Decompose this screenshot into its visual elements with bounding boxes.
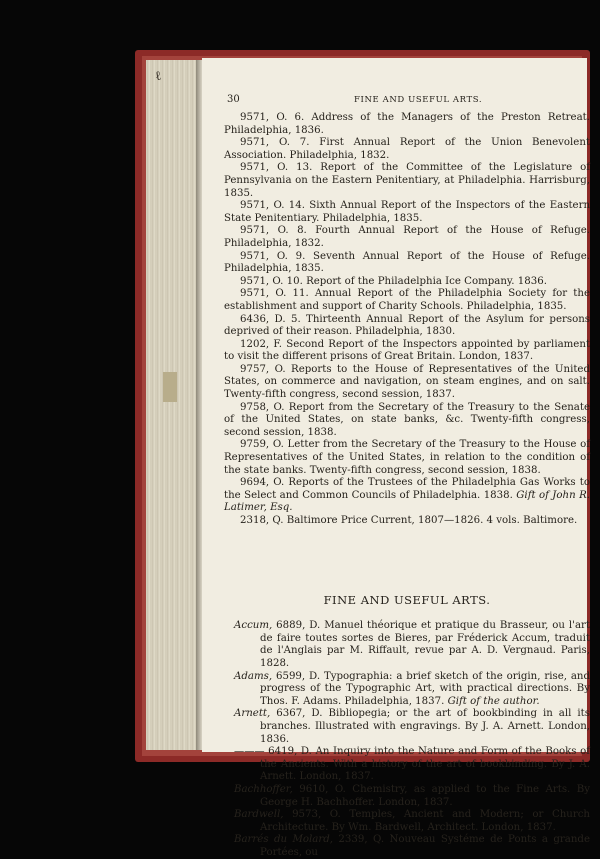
catalog-entry xyxy=(224,288,590,313)
entry-text: 9571, O. 11. Annual Report of the Philadelphia Society for the establishment and support of Charity Schools. Philadelphia, 1835. xyxy=(224,288,590,312)
entry-text: 6367, D. Bibliopegia; or the art of bookbinding in all its branches. Illustrated with engravings. By J. A. Arnett. London, 1836. xyxy=(260,708,590,745)
entry-text: 6419, D. An Inquiry into the Nature and Form of the Books of the Ancients. With a history of the art of bookbinding. By J. A. Arnett. London, 1837. xyxy=(260,746,590,783)
section-entries-list xyxy=(224,620,590,859)
catalog-entry xyxy=(224,137,590,162)
catalog-entry xyxy=(224,251,590,276)
entry-text: 9759, O. Letter from the Secretary of the Treasury to the House of Representatives of the United States, in relation to the condition of the state banks. Twenty-fifth congress, second session, 1838. xyxy=(224,439,590,476)
arts-entry xyxy=(234,670,590,709)
arts-entry xyxy=(234,620,590,670)
catalog-entry xyxy=(224,364,590,402)
entry-text: 1202, F. Second Report of the Inspectors appointed by parliament to visit the different prisons of Great Britain. London, 1837. xyxy=(224,338,590,363)
entry-text: 9571, O. 13. Report of the Committee of the Legislature of Pennsylvania on the Eastern Penitentiary, at Philadelphia. Harrisburg, 1835. xyxy=(224,162,590,199)
entry-text: 9571, O. 14. Sixth Annual Report of the Inspectors of the Eastern State Penitentiary. Philadelphia, 1835. xyxy=(224,200,590,224)
entry-text: 6436, D. 5. Thirteenth Annual Report of the Asylum for persons deprived of their reason. Philadelphia, 1830. xyxy=(224,313,590,338)
entry-text: 2318, Q. Baltimore Price Current, 1807—1826. 4 vols. Baltimore. xyxy=(240,515,578,526)
arts-entry xyxy=(234,834,590,859)
page-number: 30 xyxy=(227,94,240,105)
entry-gift: Gift of the author. xyxy=(447,695,540,707)
page-edges xyxy=(146,60,198,750)
entry-gift: Gift of John R. Latimer, Esq. xyxy=(224,489,590,514)
entry-text: 9694, O. Reports of the Trustees of the Philadelphia Gas Works to the Select and Common Councils of Philadelphia. 1838. xyxy=(224,477,590,501)
catalog-entry xyxy=(224,477,590,515)
catalog-entry xyxy=(224,162,590,200)
running-header xyxy=(224,94,590,112)
catalog-entry xyxy=(224,314,590,339)
margin-handwritten-mark: ℓ xyxy=(153,68,163,85)
entry-text: 2339, Q. Nouveau Systéme de Ponts a grande Portées, ou xyxy=(260,834,590,858)
catalog-entry xyxy=(224,515,590,528)
entry-author: Bardwell, xyxy=(234,809,284,821)
page-tab xyxy=(163,372,177,402)
entry-text: 6889, D. Manuel théorique et pratique du Brasseur, ou l'art de faire toutes sortes de Bieres, par Fréderick Accum, traduit de l'Anglais par M. Riffault, revue par A. D. Vergnaud. Paris, 1828. xyxy=(260,620,590,669)
catalog-entry xyxy=(224,439,590,477)
arts-entry xyxy=(234,783,590,809)
running-title: FINE AND USEFUL ARTS. xyxy=(354,95,483,105)
entry-text: 9571, O. 8. Fourth Annual Report of the House of Refuge. Philadelphia, 1832. xyxy=(224,225,590,249)
arts-entry xyxy=(234,746,590,784)
catalog-entry xyxy=(224,276,590,289)
arts-entry xyxy=(234,708,590,746)
entry-author: Bachhoffer, xyxy=(234,783,293,795)
entry-text: 9757, O. Reports to the House of Representatives of the United States, on commerce and navigation, on steam engines, and on salt. Twenty-fifth congress, second session, 1837. xyxy=(224,363,590,401)
entries-list xyxy=(224,112,590,528)
catalog-entry xyxy=(224,339,590,364)
entry-text: 9571, O. 10. Report of the Philadelphia Ice Company. 1836. xyxy=(240,275,547,287)
catalog-entry xyxy=(224,225,590,250)
entry-text: 9571, O. 6. Address of the Managers of the Preston Retreat. Philadelphia, 1836. xyxy=(224,112,590,136)
page-content xyxy=(224,94,590,859)
catalog-entry xyxy=(224,200,590,225)
entry-text: 9571, O. 9. Seventh Annual Report of the House of Refuge. Philadelphia, 1835. xyxy=(224,250,590,275)
entry-author: Arnett, xyxy=(234,708,271,720)
section-title: FINE AND USEFUL ARTS. xyxy=(323,592,491,607)
entry-text: 9573, O. Temples, Ancient and Modern; or Church Architecture. By Wm. Bardwell, Architect. London, 1837. xyxy=(260,809,590,833)
entry-author: ——— xyxy=(234,746,265,758)
catalog-entry xyxy=(224,112,590,137)
entry-author: Adams, xyxy=(234,670,273,682)
entry-text: 9571, O. 7. First Annual Report of the Union Benevolent Association. Philadelphia, 1832. xyxy=(224,137,590,161)
entry-author: Barrés du Molard, xyxy=(234,834,333,846)
arts-entry xyxy=(234,809,590,834)
entry-author: Accum, xyxy=(234,620,273,632)
entry-text: 9610, O. Chemistry, as applied to the Fine Arts. By George H. Bachhoffer. London, 1837. xyxy=(260,783,590,808)
entry-text: 6599, D. Typographia: a brief sketch of the origin, rise, and progress of the Typographic Art, with practical directions. By Thos. F. Adams. Philadelphia, 1837. xyxy=(260,670,590,707)
entry-text: 9758, O. Report from the Secretary of the Treasury to the Senate of the United States, on state banks, &c. Twenty-fifth congress, second session, 1838. xyxy=(224,401,590,438)
catalog-entry xyxy=(224,402,590,440)
